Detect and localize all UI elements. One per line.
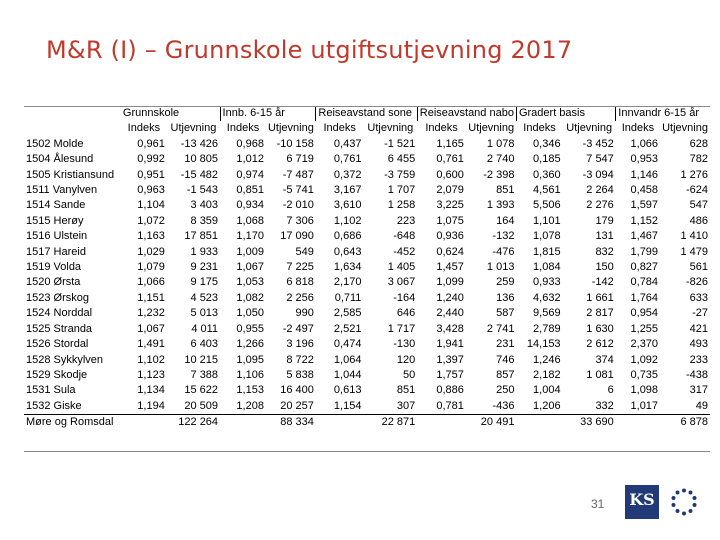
- table-row: [24, 368, 710, 383]
- equalization-cell: 250: [496, 384, 515, 397]
- table-row: [24, 353, 710, 368]
- index-cell: 1,082: [236, 291, 264, 304]
- index-cell: 1,232: [137, 307, 165, 320]
- index-cell: 1,009: [236, 245, 264, 258]
- index-cell: 0,963: [137, 184, 165, 197]
- index-cell: 1,799: [630, 245, 659, 258]
- equalization-cell: 1 078: [486, 137, 515, 150]
- equalization-cell: 2 741: [486, 322, 515, 335]
- equalization-cell: 746: [496, 353, 515, 366]
- table-row: [24, 152, 710, 167]
- index-cell: 1,151: [137, 291, 165, 304]
- equalization-cell: 1 661: [586, 291, 614, 304]
- index-cell: 1,101: [533, 214, 561, 227]
- ks-logo: [625, 485, 705, 519]
- equalization-cell: -826: [685, 276, 708, 289]
- equalization-cell: 1 479: [680, 245, 708, 258]
- column-header: Indeks: [323, 122, 356, 135]
- municipality-cell: 1529 Skodje: [26, 368, 88, 381]
- index-cell: 1,240: [436, 291, 464, 304]
- index-cell: 1,194: [137, 399, 165, 412]
- index-cell: 0,600: [436, 168, 464, 181]
- index-cell: 0,711: [334, 291, 362, 304]
- equalization-cell: 9 175: [190, 276, 219, 289]
- equalization-cell: -7 487: [282, 168, 314, 181]
- equalization-cell: 1 410: [680, 230, 708, 243]
- index-cell: 1,255: [630, 322, 659, 335]
- index-cell: 0,643: [333, 245, 362, 258]
- index-cell: 2,182: [533, 368, 561, 381]
- equalization-cell: 307: [396, 399, 416, 412]
- index-cell: 4,561: [533, 184, 561, 197]
- index-cell: 1,815: [533, 245, 561, 258]
- index-cell: 2,521: [333, 322, 362, 335]
- equalization-cell: 2 264: [586, 184, 614, 197]
- equalization-cell: 1 405: [387, 261, 416, 274]
- index-cell: 1,017: [630, 399, 659, 412]
- equalization-cell: 20 509: [184, 399, 219, 412]
- equalization-cell: 223: [396, 214, 416, 227]
- column-header: Indeks: [523, 122, 556, 135]
- index-cell: [316, 415, 364, 431]
- equalization-cell: -142: [591, 276, 614, 289]
- equalization-cell: 16 400: [280, 384, 314, 397]
- group-header-row: [24, 106, 710, 121]
- equalization-cell: 88 334: [266, 415, 316, 431]
- equalization-cell: 4 523: [190, 291, 219, 304]
- equalization-cell: 136: [496, 291, 515, 304]
- data-table: [24, 106, 710, 431]
- index-cell: 1,099: [436, 276, 464, 289]
- column-header-row: [24, 121, 710, 136]
- index-cell: 0,781: [436, 399, 464, 412]
- equalization-cell: 6 818: [286, 276, 314, 289]
- equalization-cell: 990: [295, 307, 314, 320]
- municipality-cell: 1528 Sykkylven: [26, 353, 104, 366]
- equalization-cell: 17 851: [184, 230, 219, 243]
- equalization-cell: 587: [496, 307, 515, 320]
- table-row: [24, 229, 710, 244]
- index-cell: 2,585: [333, 307, 362, 320]
- equalization-cell: 633: [689, 291, 708, 304]
- column-header: Indeks: [127, 122, 161, 135]
- index-cell: 0,784: [630, 276, 659, 289]
- total-row: [24, 415, 710, 431]
- table-row: [24, 275, 710, 290]
- index-cell: 0,954: [630, 307, 659, 320]
- index-cell: 1,163: [137, 230, 165, 243]
- equalization-cell: 120: [396, 353, 416, 366]
- equalization-cell: 1 933: [190, 245, 219, 258]
- index-cell: 1,012: [236, 153, 264, 166]
- index-cell: 0,934: [236, 199, 264, 212]
- municipality-cell: 1523 Ørskog: [26, 291, 89, 304]
- equalization-cell: -3 452: [582, 137, 614, 150]
- equalization-cell: 50: [403, 368, 416, 381]
- index-cell: 1,004: [533, 384, 561, 397]
- equalization-cell: 20 257: [280, 399, 314, 412]
- equalization-cell: -2 010: [282, 199, 314, 212]
- column-header: Utjevning: [662, 122, 708, 135]
- index-cell: 1,634: [333, 261, 362, 274]
- equalization-cell: 486: [689, 214, 708, 227]
- equalization-cell: 233: [689, 353, 708, 366]
- index-cell: 1,266: [236, 338, 264, 351]
- group-header: Innvandr 6-15 år: [616, 106, 710, 121]
- index-cell: 1,072: [137, 214, 165, 227]
- equalization-cell: 6 403: [190, 338, 219, 351]
- equalization-cell: 164: [496, 214, 515, 227]
- index-cell: 1,597: [630, 199, 659, 212]
- equalization-cell: -1 521: [384, 137, 416, 150]
- index-cell: [516, 415, 562, 431]
- index-cell: 1,075: [436, 214, 464, 227]
- equalization-cell: 150: [595, 261, 614, 274]
- equalization-cell: 3 196: [286, 338, 314, 351]
- equalization-cell: -476: [492, 245, 515, 258]
- equalization-cell: 374: [595, 353, 614, 366]
- index-cell: 0,968: [236, 137, 264, 150]
- index-cell: 1,106: [236, 368, 264, 381]
- table-row: [24, 137, 710, 152]
- index-cell: 1,941: [436, 338, 464, 351]
- index-cell: 1,154: [333, 399, 362, 412]
- index-cell: 1,029: [137, 245, 165, 258]
- index-cell: 0,372: [333, 168, 362, 181]
- index-cell: 1,084: [533, 261, 561, 274]
- index-cell: 1,066: [137, 276, 165, 289]
- equalization-cell: 6 455: [387, 153, 416, 166]
- column-header: Indeks: [226, 122, 260, 135]
- index-cell: 1,165: [436, 137, 464, 150]
- equalization-cell: 1 630: [586, 322, 614, 335]
- equalization-cell: 628: [689, 137, 708, 150]
- index-cell: 0,185: [533, 153, 561, 166]
- municipality-cell: 1502 Molde: [26, 137, 84, 150]
- index-cell: 0,974: [236, 168, 264, 181]
- equalization-cell: 17 090: [280, 230, 314, 243]
- municipality-cell: 1531 Sula: [26, 384, 76, 397]
- equalization-cell: 20 491: [466, 415, 517, 431]
- equalization-cell: 6: [607, 384, 614, 397]
- municipality-cell: 1517 Hareid: [26, 245, 86, 258]
- municipality-cell: 1532 Giske: [26, 399, 82, 412]
- index-cell: 1,067: [236, 261, 264, 274]
- equalization-cell: 332: [595, 399, 614, 412]
- logo-text: KS: [629, 490, 655, 509]
- equalization-cell: 851: [396, 384, 416, 397]
- equalization-cell: 7 225: [286, 261, 314, 274]
- equalization-cell: 1 393: [486, 199, 515, 212]
- equalization-cell: 7 547: [586, 153, 614, 166]
- equalization-cell: -27: [692, 307, 708, 320]
- index-cell: 9,569: [533, 307, 561, 320]
- equalization-cell: -3 094: [582, 168, 614, 181]
- index-cell: 1,050: [236, 307, 264, 320]
- group-header: Reiseavstand sone: [316, 106, 417, 121]
- index-cell: 0,624: [436, 245, 464, 258]
- index-cell: 1,064: [333, 353, 362, 366]
- equalization-cell: 4 011: [191, 322, 219, 335]
- column-header: Utjevning: [468, 122, 515, 135]
- equalization-cell: 259: [496, 276, 515, 289]
- index-cell: 0,827: [630, 261, 659, 274]
- index-cell: 1,066: [630, 137, 659, 150]
- index-cell: 3,167: [333, 184, 362, 197]
- column-header: Indeks: [621, 122, 655, 135]
- group-header: Gradert basis: [516, 106, 615, 121]
- equalization-cell: -436: [492, 399, 515, 412]
- equalization-cell: 2 740: [486, 153, 515, 166]
- index-cell: 2,170: [333, 276, 362, 289]
- equalization-cell: -2 497: [282, 322, 314, 335]
- group-header: Innb. 6-15 år: [220, 106, 316, 121]
- index-cell: 1,206: [533, 399, 561, 412]
- equalization-cell: 15 622: [184, 384, 219, 397]
- equalization-cell: 1 276: [680, 168, 708, 181]
- municipality-cell: 1505 Kristiansund: [26, 168, 115, 181]
- index-cell: 1,397: [436, 353, 464, 366]
- logo-box: [625, 485, 659, 519]
- index-cell: 1,104: [137, 199, 165, 212]
- equalization-cell: 3 403: [190, 199, 219, 212]
- index-cell: 1,764: [630, 291, 659, 304]
- index-cell: 0,437: [333, 137, 362, 150]
- equalization-cell: -5 741: [282, 184, 314, 197]
- index-cell: 0,992: [137, 153, 165, 166]
- equalization-cell: 49: [695, 399, 708, 412]
- table-row: [24, 337, 710, 352]
- equalization-cell: 10 215: [184, 353, 219, 366]
- equalization-cell: 421: [689, 322, 708, 335]
- table-row: [24, 260, 710, 275]
- equalization-cell: 33 690: [563, 415, 616, 431]
- page-title: M&R (I) – Grunnskole utgiftsutjevning 2017: [46, 36, 573, 64]
- equalization-cell: 122 264: [167, 415, 220, 431]
- column-header: Utjevning: [267, 122, 314, 135]
- index-cell: 0,346: [533, 137, 561, 150]
- table-row: [24, 245, 710, 260]
- equalization-cell: -648: [393, 230, 416, 243]
- equalization-cell: 6 878: [660, 415, 710, 431]
- equalization-cell: 2 612: [586, 338, 614, 351]
- equalization-cell: 1 013: [486, 261, 515, 274]
- equalization-cell: 7 306: [286, 214, 314, 227]
- equalization-cell: 646: [396, 307, 416, 320]
- equalization-cell: 5 838: [286, 368, 314, 381]
- equalization-cell: 9 231: [190, 261, 219, 274]
- index-cell: 3,428: [436, 322, 464, 335]
- equalization-cell: 2 817: [586, 307, 614, 320]
- index-cell: 0,961: [137, 137, 165, 150]
- equalization-cell: 1 081: [586, 368, 614, 381]
- equalization-cell: 2 256: [286, 291, 314, 304]
- table-row: [24, 198, 710, 213]
- group-header: Grunnskole: [122, 107, 180, 119]
- municipality-cell: 1526 Stordal: [26, 338, 89, 351]
- index-cell: 1,123: [137, 368, 165, 381]
- index-cell: 2,789: [533, 322, 561, 335]
- index-cell: [121, 415, 167, 431]
- equalization-cell: -10 158: [276, 137, 314, 150]
- equalization-cell: 782: [689, 153, 708, 166]
- index-cell: 1,246: [533, 353, 561, 366]
- index-cell: [220, 415, 266, 431]
- index-cell: 0,886: [436, 384, 464, 397]
- municipality-cell: 1515 Herøy: [26, 214, 84, 227]
- equalization-cell: 549: [295, 245, 314, 258]
- municipality-cell: 1504 Ålesund: [26, 153, 94, 166]
- index-cell: [417, 415, 466, 431]
- equalization-cell: 10 805: [184, 153, 219, 166]
- index-cell: 2,079: [436, 184, 464, 197]
- group-header: Reiseavstand nabo: [417, 106, 516, 121]
- equalization-cell: 5 013: [190, 307, 219, 320]
- table-row: [24, 306, 710, 321]
- table-row: [24, 291, 710, 306]
- index-cell: 0,360: [533, 168, 561, 181]
- equalization-cell: -3 759: [384, 168, 416, 181]
- municipality-cell: 1519 Volda: [26, 261, 82, 274]
- equalization-cell: 561: [689, 261, 708, 274]
- municipality-cell: 1524 Norddal: [26, 307, 93, 320]
- equalization-cell: 231: [496, 338, 515, 351]
- equalization-cell: 131: [595, 230, 614, 243]
- equalization-cell: -15 482: [180, 168, 219, 181]
- municipality-cell: 1511 Vanylven: [26, 184, 98, 197]
- index-cell: 0,936: [436, 230, 464, 243]
- index-cell: 0,686: [333, 230, 362, 243]
- equalization-cell: -13 426: [180, 137, 219, 150]
- index-cell: 2,440: [436, 307, 464, 320]
- table-bottom-border: [24, 451, 710, 452]
- equalization-cell: 6 719: [286, 153, 314, 166]
- index-cell: 1,102: [333, 214, 362, 227]
- equalization-cell: -2 398: [483, 168, 515, 181]
- column-header: Utjevning: [566, 122, 613, 135]
- index-cell: 0,953: [630, 153, 659, 166]
- equalization-cell: 8 359: [190, 214, 219, 227]
- index-cell: 0,735: [630, 368, 659, 381]
- index-cell: 0,474: [333, 338, 362, 351]
- index-cell: 1,457: [436, 261, 464, 274]
- index-cell: 1,095: [236, 353, 264, 366]
- table-top-border: [24, 106, 710, 107]
- index-cell: 1,044: [333, 368, 362, 381]
- index-cell: 1,078: [533, 230, 561, 243]
- emblem-icon: [669, 487, 699, 517]
- index-cell: 0,955: [236, 322, 264, 335]
- index-cell: 1,053: [236, 276, 264, 289]
- equalization-cell: 851: [496, 184, 515, 197]
- equalization-cell: -438: [685, 368, 708, 381]
- column-header: Indeks: [425, 122, 458, 135]
- index-cell: 1,170: [236, 230, 264, 243]
- municipality-cell: 1514 Sande: [26, 199, 86, 212]
- equalization-cell: 179: [595, 214, 614, 227]
- column-header: Utjevning: [170, 122, 217, 135]
- index-cell: 1,092: [630, 353, 659, 366]
- index-cell: 1,146: [630, 168, 659, 181]
- index-cell: 1,068: [236, 214, 264, 227]
- index-cell: 1,079: [137, 261, 165, 274]
- equalization-cell: -624: [685, 184, 708, 197]
- page-number: 31: [591, 497, 605, 511]
- index-cell: 0,933: [533, 276, 561, 289]
- municipality-cell: 1520 Ørsta: [26, 276, 81, 289]
- equalization-cell: 3 067: [387, 276, 416, 289]
- equalization-cell: 1 258: [387, 199, 416, 212]
- index-cell: 0,458: [630, 184, 659, 197]
- table-row: [24, 214, 710, 229]
- equalization-cell: 857: [496, 368, 515, 381]
- equalization-cell: -1 543: [186, 184, 219, 197]
- index-cell: 1,208: [236, 399, 264, 412]
- index-cell: 1,757: [436, 368, 464, 381]
- index-cell: 0,761: [333, 153, 362, 166]
- table-row: [24, 322, 710, 337]
- index-cell: 5,506: [533, 199, 561, 212]
- municipality-cell: 1516 Ulstein: [26, 230, 88, 243]
- index-cell: 1,067: [137, 322, 165, 335]
- index-cell: 3,225: [436, 199, 464, 212]
- table-row: [24, 383, 710, 398]
- equalization-cell: 22 871: [363, 415, 417, 431]
- equalization-cell: 2 276: [586, 199, 614, 212]
- equalization-cell: 317: [689, 384, 708, 397]
- index-cell: 0,761: [436, 153, 464, 166]
- table-row: [24, 183, 710, 198]
- equalization-cell: 547: [689, 199, 708, 212]
- equalization-cell: -452: [393, 245, 416, 258]
- equalization-cell: 7 388: [190, 368, 219, 381]
- index-cell: 0,951: [137, 168, 165, 181]
- equalization-cell: 493: [689, 338, 708, 351]
- index-cell: 1,153: [236, 384, 264, 397]
- index-cell: 1,152: [630, 214, 659, 227]
- equalization-cell: 1 717: [387, 322, 416, 335]
- index-cell: 3,610: [333, 199, 362, 212]
- index-cell: [616, 415, 660, 431]
- equalization-cell: -130: [393, 338, 416, 351]
- table-row: [24, 399, 710, 415]
- index-cell: 2,370: [630, 338, 659, 351]
- equalization-cell: 8 722: [286, 353, 314, 366]
- index-cell: 1,102: [137, 353, 165, 366]
- index-cell: 0,613: [333, 384, 362, 397]
- municipality-cell: 1525 Stranda: [26, 322, 93, 335]
- index-cell: 1,134: [137, 384, 165, 397]
- index-cell: 4,632: [533, 291, 561, 304]
- equalization-cell: 1 707: [387, 184, 416, 197]
- index-cell: 14,153: [526, 338, 561, 351]
- index-cell: 1,491: [137, 338, 165, 351]
- municipality-cell: Møre og Romsdal: [24, 415, 121, 431]
- spreadsheet: [24, 106, 710, 452]
- index-cell: 1,467: [630, 230, 659, 243]
- equalization-cell: -132: [492, 230, 515, 243]
- index-cell: 1,098: [630, 384, 659, 397]
- index-cell: 0,851: [236, 184, 264, 197]
- column-header: Utjevning: [367, 122, 414, 135]
- equalization-cell: -164: [393, 291, 416, 304]
- table-row: [24, 168, 710, 183]
- equalization-cell: 832: [595, 245, 614, 258]
